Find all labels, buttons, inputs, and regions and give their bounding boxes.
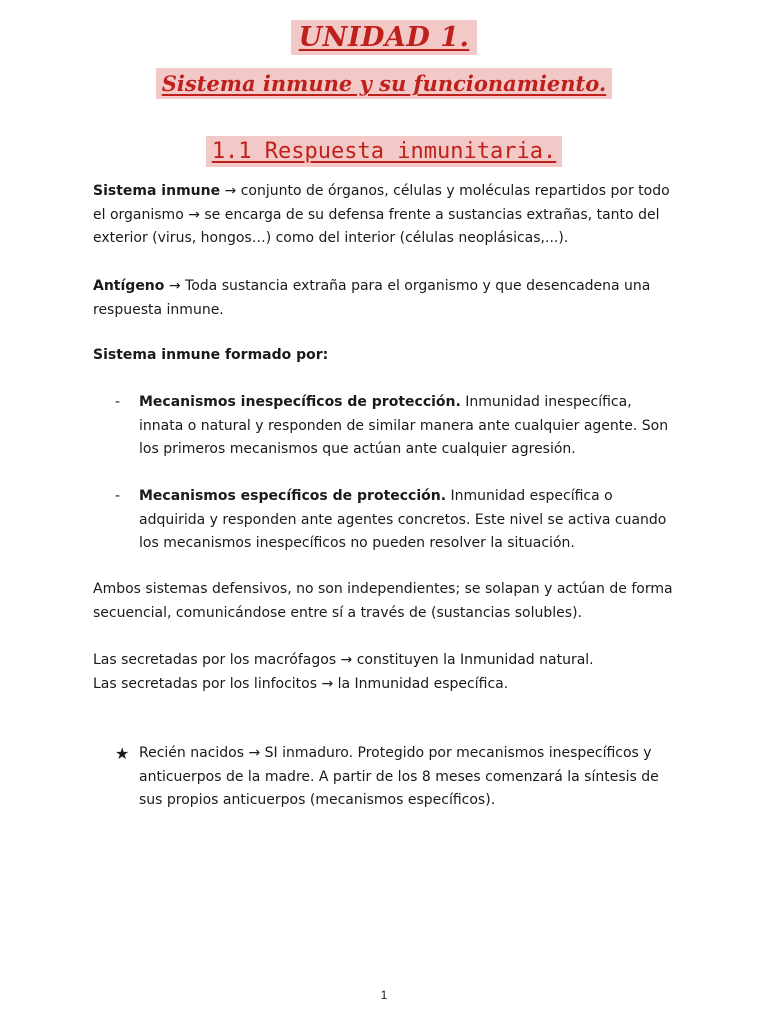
list-item-term: Mecanismos inespecíficos de protección. (139, 394, 461, 410)
star-item-text: Recién nacidos → SI inmaduro. Protegido por mecanismos inespecíficos y anticuerpos de la madre. A partir de los 8 meses comenzará la síntesis de sus propios anticuerpos (mecanismos específicos). (139, 745, 659, 808)
unit-title-block (0, 20, 768, 55)
paragraph-formado-por (93, 344, 683, 368)
unit-title: UNIDAD 1. (291, 20, 478, 55)
list-item-text: Inmunidad inespecífica, innata o natural y responden de similar manera ante cualquier agente. Son los primeros mecanismos que actúan ante cualquier agresión. (139, 394, 669, 457)
secretadas-linfocitos-line: Las secretadas por los linfocitos → la Inmunidad específica. (93, 675, 509, 692)
star-list-item (93, 742, 683, 813)
star-icon: ★ (115, 744, 130, 763)
page-number: 1 (380, 988, 388, 1002)
term-antigeno: Antígeno (93, 278, 165, 294)
subtitle-block (0, 68, 768, 99)
paragraph-antigeno (93, 275, 683, 322)
definition-sistema-inmune: → conjunto de órganos, células y moléculas repartidos por todo el organismo → se encarga de su defensa frente a sustancias extrañas, tanto del exterior (virus, hongos…) como del interior (células neoplásicas,...). (93, 183, 670, 246)
unit-subtitle: Sistema inmune y su funcionamiento. (156, 68, 612, 99)
list-item (93, 391, 683, 462)
list-heading: Sistema inmune formado por: (93, 347, 329, 363)
term-sistema-inmune: Sistema inmune (93, 183, 221, 199)
definition-antigeno: → Toda sustancia extraña para el organismo y que desencadena una respuesta inmune. (93, 278, 651, 318)
list-item-body (139, 485, 669, 556)
secretadas-macrofagos-line: Las secretadas por los macrófagos → constituyen la Inmunidad natural. (93, 652, 594, 668)
list-item-body (139, 391, 669, 462)
section-heading: 1.1 Respuesta inmunitaria. (206, 136, 562, 167)
list-item (93, 485, 683, 556)
list-item-term: Mecanismos específicos de protección. (139, 488, 447, 504)
list-item-text: Inmunidad específica o adquirida y responden ante agentes concretos. Este nivel se activa cuando los mecanismos inespecíficos no pueden resolver la situación. (139, 488, 667, 551)
dash-bullet: - (115, 488, 121, 504)
section-heading-block (0, 136, 768, 167)
dash-bullet: - (115, 394, 121, 410)
paragraph-ambos-sistemas: Ambos sistemas defensivos, no son independientes; se solapan y actúan de forma secuencial, comunicándose entre sí a través de (sustancias solubles). (93, 581, 673, 621)
paragraph-sistema-inmune (93, 180, 683, 251)
paragraph-secretadas (93, 649, 683, 696)
